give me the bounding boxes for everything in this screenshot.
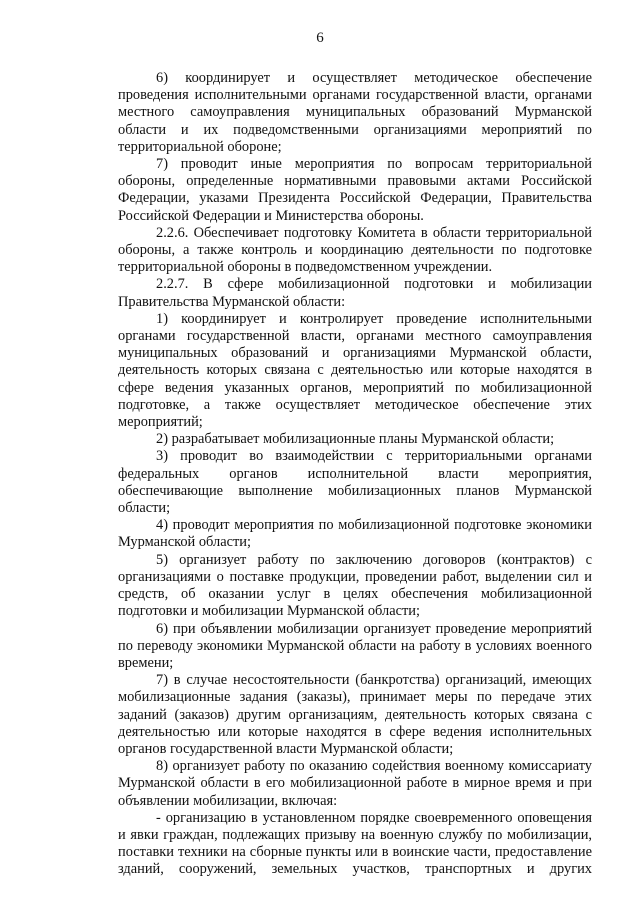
paragraph-item-6-territorial-defense: 6) координирует и осуществляет методическое обеспечение проведения исполнительными органами государственной власти, органами местного самоуправления муниципальных образований Мурманской области и их подведомственными организациями мероприятий по территориальной обороне; (118, 70, 592, 155)
paragraph-item-1-mobilization: 1) координирует и контролирует проведение исполнительными органами государственной власти, органами местного самоуправления муниципальных образований и организациями Мурманской области, деятельность которых связана с деятельностью или которые находятся в сфере ведения указанных органов, мероприятий по мобилизационной подготовке, а также осуществляет методическое обеспечение этих мероприятий; (118, 310, 592, 431)
paragraph-item-8-mobilization: 8) организует работу по оказанию содействия военному комиссариату Мурманской области в его мобилизационной работе в мирное время и при объявлении мобилизации, включая: (118, 758, 592, 809)
page-number: 6 (316, 30, 324, 46)
paragraph-item-7-territorial-defense: 7) проводит иные мероприятия по вопросам территориальной обороны, определенные нормативными правовыми актами Российской Федерации, указами Президента Российской Федерации, Правительства Российской Федерации и Министерства обороны. (118, 156, 592, 224)
paragraph-item-4-mobilization: 4) проводит мероприятия по мобилизационной подготовке экономики Мурманской области; (118, 517, 592, 551)
paragraph-item-7-mobilization: 7) в случае несостоятельности (банкротства) организаций, имеющих мобилизационные задания (заказы), принимает меры по передаче этих заданий (заказов) другим организациям, деятельность которых связана с деятельностью или которые находятся в сфере ведения исполнительных органов государственной власти Мурманской области; (118, 672, 592, 757)
paragraph-2-2-7-heading: 2.2.7. В сфере мобилизационной подготовки и мобилизации Правительства Мурманской области: (118, 276, 592, 310)
paragraph-item-2-mobilization: 2) разрабатывает мобилизационные планы Мурманской области; (156, 431, 555, 448)
paragraph-item-5-mobilization: 5) организует работу по заключению договоров (контрактов) с организациями о поставке продукции, проведении работ, выделении сил и средств, об оказании услуг в целях обеспечения мобилизационной подготовки и мобилизации Мурманской области; (118, 551, 592, 620)
document-body (118, 70, 592, 879)
paragraph-item-3-mobilization: 3) проводит во взаимодействии с территориальными органами федеральных органов исполнительной власти мероприятия, обеспечивающие выполнение мобилизационных планов Мурманской области; (118, 448, 592, 517)
paragraph-item-6-mobilization: 6) при объявлении мобилизации организует проведение мероприятий по переводу экономики Мурманской области на работу в условиях военного времени; (118, 620, 592, 671)
paragraph-2-2-6: 2.2.6. Обеспечивает подготовку Комитета в области территориальной обороны, а также контроль и координацию деятельности по подготовке территориальной обороны в подведомственном учреждении. (118, 224, 592, 276)
paragraph-dash-item: - организацию в установленном порядке своевременного оповещения и явки граждан, подлежащих призыву на военную службу по мобилизации, поставки техники на сборные пункты или в воинские части, предоставление зданий, сооружений, земельных участков, транспортных и других (118, 809, 592, 878)
